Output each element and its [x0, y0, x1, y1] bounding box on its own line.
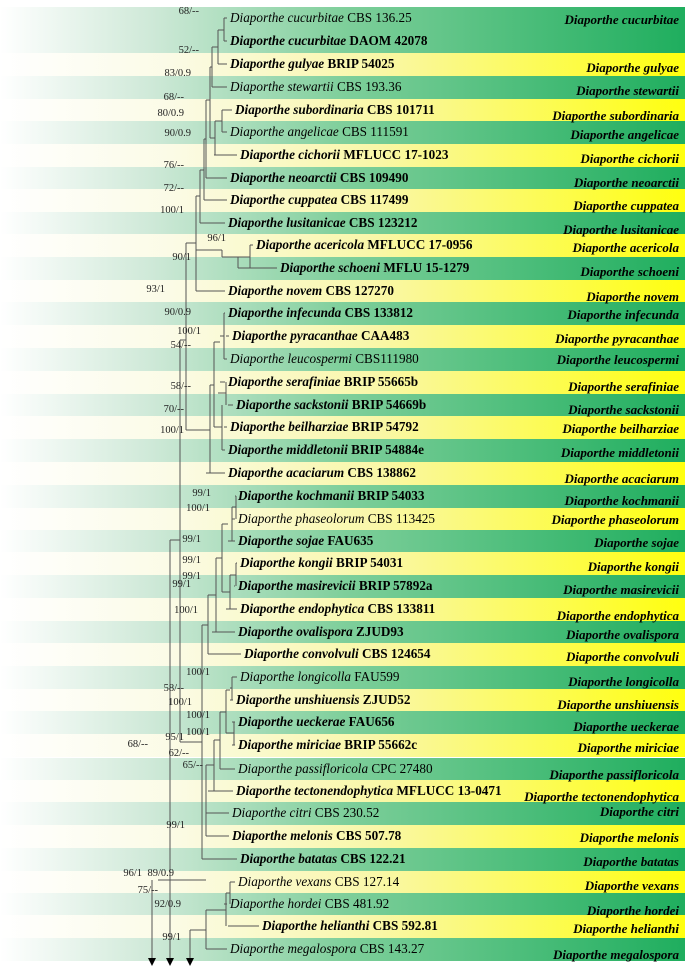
strain-code: FAU599 — [351, 669, 400, 684]
species-name: Diaporthe longicolla — [240, 669, 351, 684]
strain-code: BRIP 54884e — [347, 442, 424, 457]
support-value: 100/1 — [174, 605, 198, 616]
clade-label: Diaporthe cuppatea — [573, 198, 679, 213]
support-value: 83/0.9 — [164, 68, 191, 79]
support-value: 90/0.9 — [164, 307, 191, 318]
taxon-label — [240, 555, 403, 571]
support-value: 90/0.9 — [164, 128, 191, 139]
strain-code: FAU656 — [345, 714, 395, 729]
taxon-label — [238, 714, 395, 730]
support-value: 99/1 — [182, 571, 201, 582]
clade-label: Diaporthe acericola — [572, 240, 679, 255]
taxon-label — [238, 533, 373, 549]
species-name: Diaporthe batatas — [240, 851, 338, 866]
clade-label: Diaporthe passifloricola — [549, 767, 679, 782]
taxon-label — [230, 896, 389, 912]
clade-label: Diaporthe neoarctii — [573, 175, 679, 190]
species-name: Diaporthe helianthi — [262, 918, 370, 933]
strain-code: FAU635 — [324, 533, 374, 548]
taxon-label — [230, 124, 409, 140]
clade-label: Diaporthe schoeni — [580, 264, 679, 279]
support-value: 52/-- — [178, 45, 199, 56]
clade-label: Diaporthe miriciae — [577, 740, 679, 755]
strain-code: CBS 138862 — [344, 465, 416, 480]
taxon-label — [238, 511, 435, 527]
species-name: Diaporthe unshiuensis — [236, 692, 360, 707]
strain-code: CBS 123212 — [345, 215, 418, 230]
root-arrow-icon — [148, 958, 156, 966]
taxon-label — [238, 488, 424, 504]
strain-code: CBS 124654 — [358, 646, 431, 661]
strain-code: CBS 481.92 — [321, 896, 390, 911]
strain-code: ZJUD93 — [352, 624, 404, 639]
species-name: Diaporthe tectonendophytica — [236, 783, 394, 798]
support-value: 99/1 — [182, 534, 201, 545]
species-name: Diaporthe pyracanthae — [232, 328, 358, 343]
species-name: Diaporthe convolvuli — [244, 646, 359, 661]
species-name: Diaporthe cucurbitae — [230, 33, 347, 48]
clade-label: Diaporthe infecunda — [567, 307, 679, 322]
species-name: Diaporthe vexans — [238, 874, 332, 889]
species-name: Diaporthe angelicae — [230, 124, 339, 139]
taxon-label — [240, 601, 435, 617]
support-value: 90/1 — [172, 252, 191, 263]
strain-code: CBS 122.21 — [337, 851, 406, 866]
clade-label: Diaporthe unshiuensis — [557, 697, 679, 712]
species-name: Diaporthe melonis — [232, 828, 333, 843]
clade-label: Diaporthe melonis — [579, 830, 679, 845]
clade-label: Diaporthe cucurbitae — [564, 12, 679, 27]
clade-label: Diaporthe middletonii — [560, 445, 679, 460]
strain-code: DAOM 42078 — [346, 33, 428, 48]
strain-code: MFLUCC 13-0471 — [393, 783, 502, 798]
species-name: Diaporthe schoeni — [280, 260, 381, 275]
species-name: Diaporthe serafiniae — [228, 374, 341, 389]
taxon-label — [230, 79, 401, 95]
strain-code: CBS 193.36 — [333, 79, 402, 94]
species-name: Diaporthe kochmanii — [238, 488, 355, 503]
support-value: 99/1 — [166, 820, 185, 831]
strain-code: CPC 27480 — [368, 761, 433, 776]
taxon-label — [240, 669, 399, 685]
root-arrow-icon — [166, 958, 174, 966]
support-value: 99/1 — [182, 555, 201, 566]
clade-label: Diaporthe leucospermi — [556, 352, 679, 367]
clade-label: Diaporthe sackstonii — [568, 402, 679, 417]
taxon-label — [238, 624, 404, 640]
taxon-label — [280, 260, 469, 276]
taxon-label — [232, 828, 401, 844]
species-name: Diaporthe miriciae — [238, 737, 341, 752]
species-name: Diaporthe ovalispora — [238, 624, 353, 639]
support-value: 68/-- — [178, 6, 199, 17]
clade-label: Diaporthe serafiniae — [568, 379, 679, 394]
strain-code: CBS 117499 — [337, 192, 409, 207]
species-name: Diaporthe sojae — [238, 533, 325, 548]
species-name: Diaporthe acericola — [256, 237, 365, 252]
support-value: 100/1 — [168, 697, 192, 708]
taxon-label — [230, 941, 424, 957]
species-name: Diaporthe neoarctii — [230, 170, 337, 185]
support-value: 95/1 — [165, 732, 184, 743]
taxon-label — [230, 170, 408, 186]
taxon-label — [228, 283, 394, 299]
support-value: 62/-- — [168, 748, 189, 759]
clade-label: Diaporthe gulyae — [586, 60, 679, 75]
taxon-label — [238, 761, 433, 777]
strain-code: CBS 111591 — [338, 124, 409, 139]
support-value: 65/-- — [182, 760, 203, 771]
strain-code: CBS 127270 — [322, 283, 394, 298]
taxon-label — [238, 737, 417, 753]
strain-code: BRIP 55665b — [340, 374, 419, 389]
support-value: 96/1 — [123, 868, 142, 879]
taxon-label — [262, 918, 438, 934]
taxon-label — [228, 215, 417, 231]
clade-label: Diaporthe kochmanii — [564, 493, 679, 508]
taxon-label — [232, 805, 379, 821]
clade-label: Diaporthe sojae — [594, 535, 679, 550]
species-name: Diaporthe lusitanicae — [228, 215, 346, 230]
clade-label: Diaporthe phaseolorum — [551, 512, 679, 527]
strain-code: BRIP 54669b — [348, 397, 427, 412]
support-value: 100/1 — [186, 710, 210, 721]
strain-code: ZJUD52 — [359, 692, 411, 707]
taxon-label — [238, 578, 433, 594]
clade-label: Diaporthe kongii — [587, 559, 679, 574]
support-value: 68/-- — [127, 739, 148, 750]
support-value: 93/1 — [146, 284, 165, 295]
support-value: 99/1 — [162, 932, 181, 943]
strain-code: CBS 592.81 — [369, 918, 438, 933]
support-value: 80/0.9 — [157, 108, 184, 119]
strain-code: CBS 133812 — [341, 305, 414, 320]
species-name: Diaporthe cuppatea — [230, 192, 338, 207]
taxon-label — [228, 442, 424, 458]
strain-code: CBS 143.27 — [356, 941, 425, 956]
species-name: Diaporthe endophytica — [240, 601, 365, 616]
strain-code: MFLUCC 17-0956 — [364, 237, 473, 252]
support-value: 76/-- — [163, 160, 184, 171]
support-value: 75/-- — [137, 885, 158, 896]
taxon-label — [236, 397, 426, 413]
taxon-label — [230, 351, 419, 367]
species-name: Diaporthe leucospermi — [230, 351, 352, 366]
support-value: 100/1 — [160, 205, 184, 216]
taxon-label — [236, 692, 410, 708]
species-name: Diaporthe hordei — [230, 896, 322, 911]
species-name: Diaporthe ueckerae — [238, 714, 346, 729]
support-value: 70/-- — [163, 404, 184, 415]
clade-label: Diaporthe stewartii — [576, 83, 679, 98]
support-value: 58/-- — [170, 381, 191, 392]
strain-code: BRIP 54025 — [324, 56, 395, 71]
support-value: 100/1 — [177, 326, 201, 337]
taxon-label — [228, 465, 416, 481]
support-value: 58/-- — [163, 683, 184, 694]
taxon-label — [236, 783, 502, 799]
strain-code: CBS 507.78 — [332, 828, 402, 843]
strain-code: CBS 230.52 — [311, 805, 380, 820]
species-name: Diaporthe passifloricola — [238, 761, 369, 776]
taxon-label — [238, 874, 399, 890]
strain-code: CAA483 — [357, 328, 410, 343]
strain-code: BRIP 54033 — [354, 488, 425, 503]
support-value: 100/1 — [160, 425, 184, 436]
clade-label: Diaporthe ueckerae — [573, 719, 679, 734]
clade-label: Diaporthe tectonendophytica — [524, 789, 679, 804]
taxon-label — [235, 102, 435, 118]
clade-label: Diaporthe novem — [586, 289, 679, 304]
support-value: 68/-- — [163, 92, 184, 103]
taxon-label — [228, 374, 418, 390]
support-value: 100/1 — [186, 727, 210, 738]
clade-label: Diaporthe batatas — [583, 854, 679, 869]
taxon-label — [228, 305, 413, 321]
species-name: Diaporthe masirevicii — [238, 578, 356, 593]
support-value: 96/1 — [207, 233, 226, 244]
taxon-label — [230, 10, 412, 26]
taxon-label — [230, 419, 419, 435]
species-name: Diaporthe gulyae — [230, 56, 325, 71]
support-value: 100/1 — [186, 667, 210, 678]
strain-code: MFLU 15-1279 — [380, 260, 470, 275]
support-value: 99/1 — [192, 488, 211, 499]
species-name: Diaporthe cichorii — [240, 147, 341, 162]
species-name: Diaporthe stewartii — [230, 79, 334, 94]
strain-code: CBS111980 — [351, 351, 419, 366]
support-value: 72/-- — [163, 183, 184, 194]
species-name: Diaporthe acaciarum — [228, 465, 345, 480]
clade-label: Diaporthe ovalispora — [565, 627, 679, 642]
taxon-label — [240, 147, 448, 163]
taxon-label — [230, 33, 427, 49]
clade-label: Diaporthe vexans — [584, 878, 679, 893]
species-name: Diaporthe cucurbitae — [230, 10, 344, 25]
clade-label: Diaporthe masirevicii — [563, 582, 679, 597]
clade-label: Diaporthe pyracanthae — [555, 331, 679, 346]
species-name: Diaporthe megalospora — [230, 941, 357, 956]
clade-label: Diaporthe longicolla — [568, 674, 679, 689]
clade-label: Diaporthe angelicae — [570, 127, 679, 142]
strain-code: CBS 133811 — [364, 601, 436, 616]
species-name: Diaporthe subordinaria — [235, 102, 364, 117]
strain-code: BRIP 54792 — [348, 419, 419, 434]
strain-code: CBS 109490 — [336, 170, 409, 185]
taxon-label — [230, 192, 408, 208]
taxon-label — [230, 56, 395, 72]
strain-code: BRIP 54031 — [332, 555, 404, 570]
taxon-label — [244, 646, 430, 662]
clade-label: Diaporthe endophytica — [556, 608, 679, 623]
species-name: Diaporthe citri — [232, 805, 312, 820]
species-name: Diaporthe phaseolorum — [238, 511, 365, 526]
support-value: 92/0.9 — [154, 899, 181, 910]
species-name: Diaporthe sackstonii — [236, 397, 349, 412]
strain-code: CBS 113425 — [364, 511, 435, 526]
support-value: 54/-- — [170, 340, 191, 351]
clade-label: Diaporthe megalospora — [552, 947, 679, 962]
taxon-label — [232, 328, 409, 344]
clade-label: Diaporthe helianthi — [573, 921, 679, 936]
strain-code: CBS 136.25 — [343, 10, 412, 25]
species-name: Diaporthe beilharziae — [230, 419, 349, 434]
strain-code: MFLUCC 17-1023 — [340, 147, 449, 162]
taxon-label — [256, 237, 472, 253]
clade-label: Diaporthe subordinaria — [552, 108, 679, 123]
taxon-label — [240, 851, 406, 867]
root-arrow-icon — [186, 958, 194, 966]
clade-label: Diaporthe cichorii — [580, 151, 679, 166]
strain-code: CBS 101711 — [363, 102, 435, 117]
clade-label: Diaporthe acaciarum — [564, 471, 679, 486]
support-value: 99/1 — [172, 579, 191, 590]
clade-label: Diaporthe hordei — [586, 903, 679, 918]
species-name: Diaporthe novem — [228, 283, 323, 298]
strain-code: BRIP 57892a — [355, 578, 433, 593]
clade-label: Diaporthe convolvuli — [565, 649, 679, 664]
strain-code: BRIP 55662c — [340, 737, 418, 752]
clade-label: Diaporthe beilharziae — [562, 421, 679, 436]
support-value: 89/0.9 — [147, 868, 174, 879]
species-name: Diaporthe kongii — [240, 555, 333, 570]
strain-code: CBS 127.14 — [331, 874, 400, 889]
clade-label: Diaporthe citri — [599, 804, 679, 819]
clade-label: Diaporthe lusitanicae — [563, 222, 679, 237]
species-name: Diaporthe infecunda — [228, 305, 342, 320]
species-name: Diaporthe middletonii — [228, 442, 348, 457]
support-value: 100/1 — [186, 503, 210, 514]
